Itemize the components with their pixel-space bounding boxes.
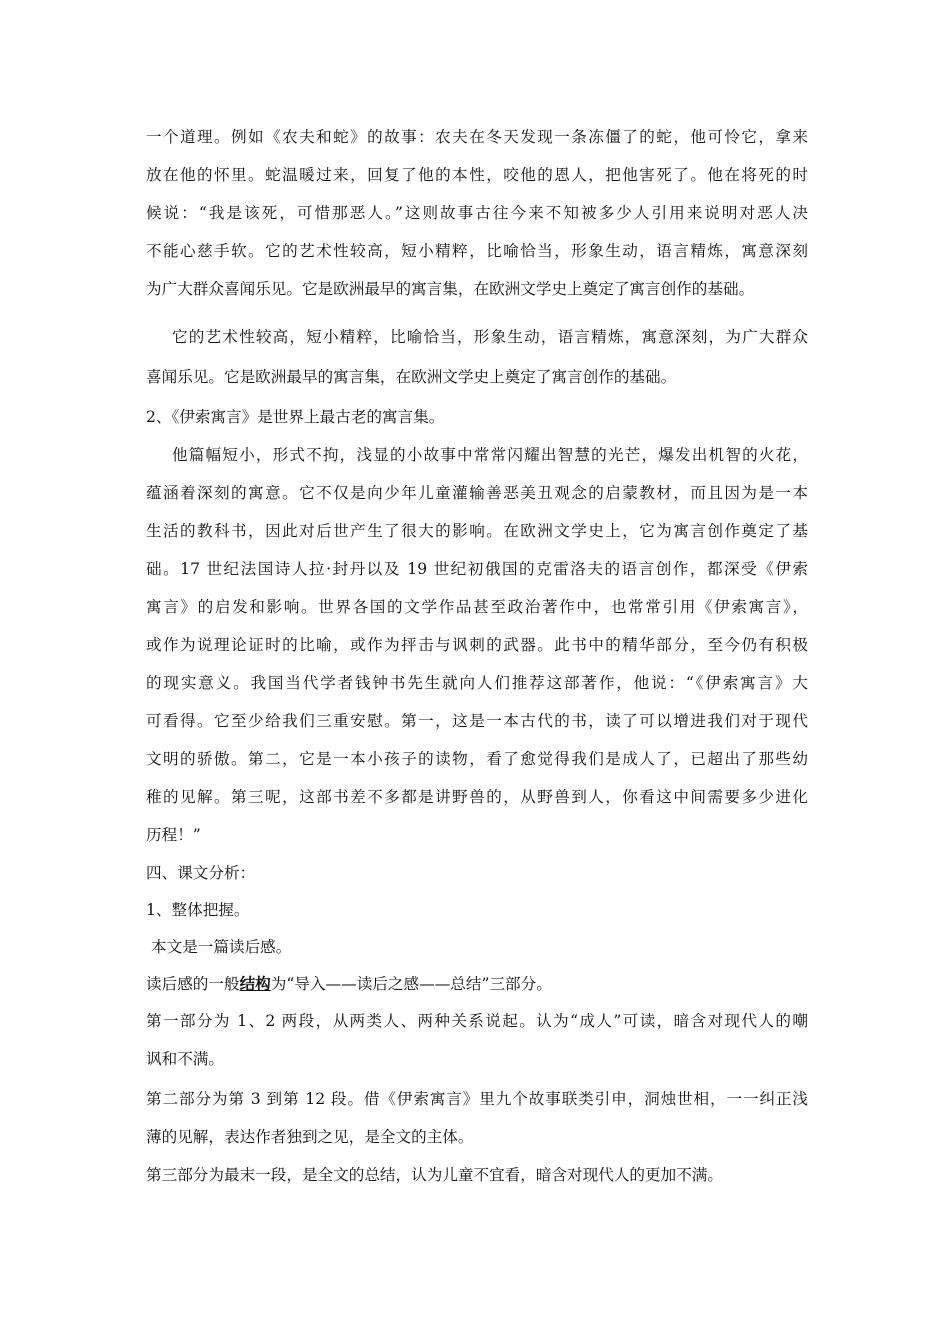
paragraph-line: 不能心慈手软。它的艺术性较高，短小精粹，比喻恰当，形象生动，语言精炼，寓意深刻 <box>146 242 808 260</box>
paragraph-line: 一个道理。例如《农夫和蛇》的故事：农夫在冬天发现一条冻僵了的蛇，他可怜它，拿来 <box>146 128 808 146</box>
structure-line <box>146 974 808 994</box>
paragraph-line: 寓言》的启发和影响。世界各国的文学作品甚至政治著作中，也常常引用《伊索寓言》， <box>146 598 808 616</box>
paragraph-line: 文明的骄傲。第二，它是一本小孩子的读物，看了愈觉得我们是成人了，已超出了那些幼 <box>146 750 808 768</box>
paragraph-line: 第一部分为 1、2 两段，从两类人、两种关系说起。认为“成人”可读，暗含对现代人的嘲 <box>146 1012 808 1030</box>
paragraph-line: 础。17 世纪法国诗人拉·封丹以及 19 世纪初俄国的克雷洛夫的语言创作，都深受《伊索 <box>146 560 808 578</box>
paragraph-line: 放在他的怀里。蛇温暖过来，回复了他的本性，咬他的恩人，把他害死了。他在将死的时 <box>146 166 808 184</box>
paragraph-line: 候说：“我是该死，可惜那恶人。”这则故事古往今来不知被多少人引用来说明对恶人决 <box>146 204 808 222</box>
structure-suffix: 为“导入——读后之感——总结”三部分。 <box>270 975 552 993</box>
paragraph-line: 历程！” <box>146 826 201 844</box>
structure-keyword: 结构 <box>239 974 271 993</box>
paragraph-line: 生活的教科书，因此对后世产生了很大的影响。在欧洲文学史上，它为寓言创作奠定了基 <box>146 522 808 540</box>
paragraph-line: 喜闻乐见。它是欧洲最早的寓言集，在欧洲文学史上奠定了寓言创作的基础。 <box>146 368 677 386</box>
paragraph-line: 稚的见解。第三呢，这部书差不多都是讲野兽的，从野兽到人，你看这中间需要多少进化 <box>146 788 808 806</box>
section-heading: 四、课文分析： <box>146 864 256 882</box>
paragraph-line: 讽和不满。 <box>146 1050 224 1068</box>
paragraph-line: 第三部分为最末一段，是全文的总结，认为儿童不宜看，暗含对现代人的更加不满。 <box>146 1166 723 1184</box>
paragraph-line: 它的艺术性较高，短小精粹，比喻恰当，形象生动，语言精炼，寓意深刻，为广大群众 <box>172 328 808 346</box>
paragraph-line: 他篇幅短小，形式不拘，浅显的小故事中常常闪耀出智慧的光芒，爆发出机智的火花， <box>172 446 808 464</box>
paragraph-line: 或作为说理论证时的比喻，或作为抨击与讽刺的武器。此书中的精华部分，至今仍有积极 <box>146 636 808 654</box>
paragraph-line: 蕴涵着深刻的寓意。它不仅是向少年儿童灌输善恶美丑观念的启蒙教材，而且因为是一本 <box>146 484 808 502</box>
paragraph-line: 本文是一篇读后感。 <box>151 938 292 956</box>
paragraph-line: 为广大群众喜闻乐见。它是欧洲最早的寓言集，在欧洲文学史上奠定了寓言创作的基础。 <box>146 280 755 298</box>
subsection-heading: 1、整体把握。 <box>146 901 250 919</box>
structure-prefix: 读后感的一般 <box>146 975 240 993</box>
section-heading: 2、《伊索寓言》是世界上最古老的寓言集。 <box>146 408 445 426</box>
paragraph-line: 可看得。它至少给我们三重安慰。第一，这是一本古代的书，读了可以增进我们对于现代 <box>146 712 808 730</box>
paragraph-line: 薄的见解，表达作者独到之见，是全文的主体。 <box>146 1128 474 1146</box>
paragraph-line: 第二部分为第 3 到第 12 段。借《伊索寓言》里九个故事联类引申，洞烛世相，一一纠正浅 <box>146 1090 808 1108</box>
paragraph-line: 的现实意义。我国当代学者钱钟书先生就向人们推荐这部著作，他说：“《伊索寓言》大 <box>146 674 808 692</box>
